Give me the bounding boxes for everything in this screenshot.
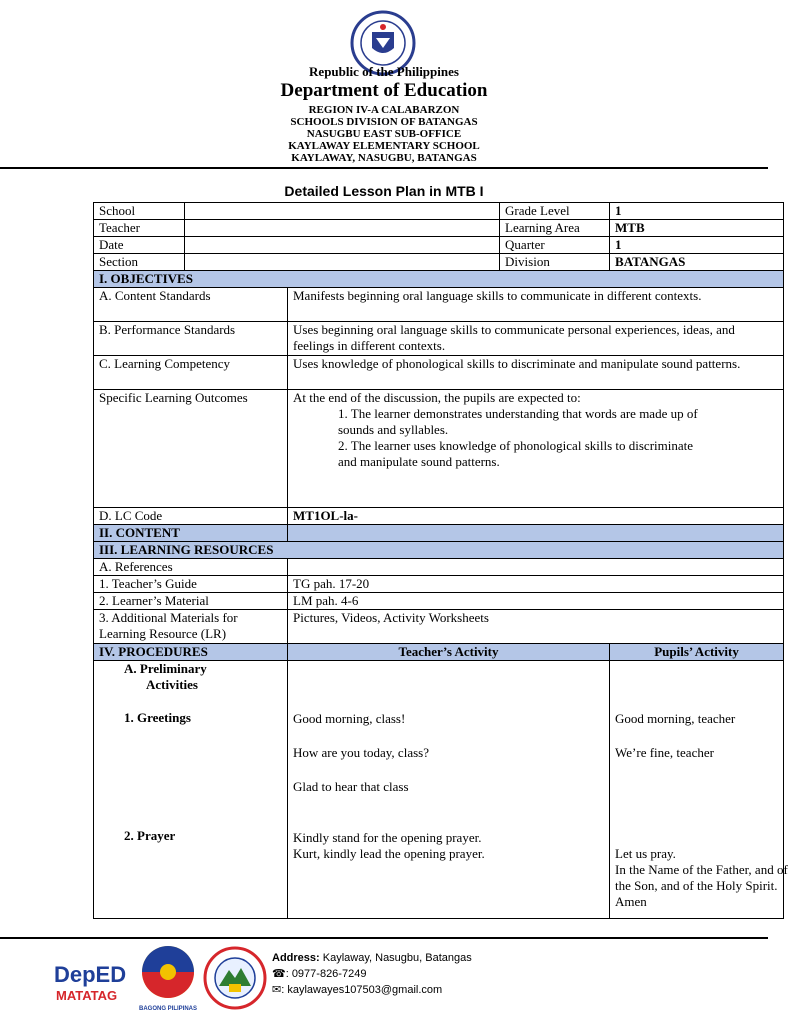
learning-competency-row <box>94 356 784 390</box>
content-heading-value <box>288 525 784 542</box>
content-standards-label: A. Content Standards <box>94 288 288 322</box>
outcomes-intro: At the end of the discussion, the pupils are expected to: <box>293 390 581 405</box>
header-address: KAYLAWAY, NASUGBU, BATANGAS <box>291 152 477 164</box>
header-region: REGION IV-A CALABARZON <box>308 104 460 116</box>
preliminary-activities-a: A. Preliminary <box>124 661 207 676</box>
pupil-line-3: Let us pray. <box>615 846 676 861</box>
content-heading-row <box>94 525 784 542</box>
section-value <box>185 254 500 271</box>
resources-heading: III. LEARNING RESOURCES <box>94 542 784 559</box>
teachers-guide-value: TG pah. 17-20 <box>288 576 784 593</box>
references-value <box>288 559 784 576</box>
teacher-activity-header: Teacher’s Activity <box>288 644 610 661</box>
lc-code-label: D. LC Code <box>94 508 288 525</box>
pupil-activity-header: Pupils’ Activity <box>610 644 784 661</box>
email-line <box>272 982 472 998</box>
info-row-date <box>94 237 784 254</box>
procedures-heading: IV. PROCEDURES <box>94 644 288 661</box>
learners-material-value: LM pah. 4-6 <box>288 593 784 610</box>
preliminary-activities-b: Activities <box>146 677 198 692</box>
grade-label: Grade Level <box>500 203 610 220</box>
deped-logo-text: DepED <box>54 962 127 987</box>
school-value <box>185 203 500 220</box>
outcome-1-line-b: sounds and syllables. <box>338 422 449 437</box>
quarter-value: 1 <box>610 237 784 254</box>
footer-divider <box>0 937 768 939</box>
area-label: Learning Area <box>500 220 610 237</box>
pupil-line-6: Amen <box>615 894 647 909</box>
procedures-body-row <box>94 661 784 919</box>
outcome-1-line-a: 1. The learner demonstrates understanding that words are made up of <box>338 406 698 421</box>
content-standards-row <box>94 288 784 322</box>
school-seal-icon <box>203 946 267 1010</box>
teacher-line-1: Good morning, class! <box>293 711 406 726</box>
references-row <box>94 559 784 576</box>
resources-heading-row <box>94 542 784 559</box>
grade-value: 1 <box>610 203 784 220</box>
teachers-guide-label: 1. Teacher’s Guide <box>94 576 288 593</box>
content-standards-value: Manifests beginning oral language skills to communicate in different contexts. <box>288 288 784 322</box>
procedures-steps-cell <box>94 661 288 919</box>
lesson-plan-title: Detailed Lesson Plan in MTB I <box>284 183 484 199</box>
teacher-activity-cell <box>288 661 610 919</box>
teacher-line-5: Kurt, kindly lead the opening prayer. <box>293 846 485 861</box>
teachers-guide-row <box>94 576 784 593</box>
teacher-label: Teacher <box>94 220 185 237</box>
objectives-heading-row <box>94 271 784 288</box>
pupil-activity-cell <box>610 661 788 919</box>
teacher-line-4: Kindly stand for the opening prayer. <box>293 830 482 845</box>
quarter-label: Quarter <box>500 237 610 254</box>
phone-value: : 0977-826-7249 <box>285 968 367 980</box>
bagong-pilipinas-logo <box>137 944 199 1014</box>
teacher-line-3: Glad to hear that class <box>293 779 409 794</box>
header-suboffice: NASUGBU EAST SUB-OFFICE <box>306 128 462 140</box>
additional-materials-row <box>94 610 784 644</box>
prayer-step: 2. Prayer <box>124 828 176 843</box>
phone-icon: ☎ <box>272 968 286 980</box>
bagong-pilipinas-text: BAGONG PILIPINAS <box>138 1006 198 1012</box>
additional-materials-label: 3. Additional Materials for Learning Resource (LR) <box>94 610 288 644</box>
outcome-2-line-b: and manipulate sound patterns. <box>338 454 500 469</box>
republic-line: Republic of the Philippines <box>309 64 459 79</box>
teacher-value <box>185 220 500 237</box>
specific-outcomes-label: Specific Learning Outcomes <box>94 390 288 508</box>
learning-competency-value: Uses knowledge of phonological skills to discriminate and manipulate sound patterns. <box>288 356 784 390</box>
learning-competency-label: C. Learning Competency <box>94 356 288 390</box>
pupil-line-4: In the Name of the Father, and of <box>615 862 788 877</box>
additional-materials-value: Pictures, Videos, Activity Worksheets <box>288 610 784 644</box>
teacher-line-2: How are you today, class? <box>293 745 429 760</box>
deped-matatag-logo <box>52 958 130 1006</box>
references-label: A. References <box>94 559 288 576</box>
specific-outcomes-cell <box>288 390 784 508</box>
address-label: Address: <box>272 952 320 964</box>
learners-material-row <box>94 593 784 610</box>
performance-standards-value: Uses beginning oral language skills to communicate personal experiences, ideas, and feelings in different contexts. <box>288 322 784 356</box>
procedures-heading-row <box>94 644 784 661</box>
header-division: SCHOOLS DIVISION OF BATANGAS <box>290 116 478 128</box>
division-label: Division <box>500 254 610 271</box>
lesson-plan-table <box>93 202 788 919</box>
footer-address-block <box>272 950 472 998</box>
area-value: MTB <box>610 220 784 237</box>
performance-standards-label: B. Performance Standards <box>94 322 288 356</box>
date-label: Date <box>94 237 185 254</box>
performance-standards-row <box>94 322 784 356</box>
school-label: School <box>94 203 185 220</box>
outcome-2-line-a: 2. The learner uses knowledge of phonological skills to discriminate <box>338 438 694 453</box>
specific-outcomes-row <box>94 390 784 508</box>
address-line <box>272 950 472 966</box>
content-heading: II. CONTENT <box>94 525 288 542</box>
section-label: Section <box>94 254 185 271</box>
department-title: Department of Education <box>280 80 488 101</box>
info-row-school <box>94 203 784 220</box>
objectives-heading: I. OBJECTIVES <box>94 271 784 288</box>
info-row-section <box>94 254 784 271</box>
info-row-teacher <box>94 220 784 237</box>
lc-code-row <box>94 508 784 525</box>
division-value: BATANGAS <box>610 254 784 271</box>
address-value: Kaylaway, Nasugbu, Batangas <box>322 952 472 964</box>
email-value: : kaylawayes107503@gmail.com <box>281 984 443 996</box>
date-value <box>185 237 500 254</box>
pupil-line-5: the Son, and of the Holy Spirit. <box>615 878 778 893</box>
lc-code-value: MT1OL-la- <box>288 508 784 525</box>
email-icon: ✉ <box>272 984 282 996</box>
phone-line <box>272 966 472 982</box>
pupil-line-1: Good morning, teacher <box>615 711 736 726</box>
learners-material-label: 2. Learner’s Material <box>94 593 288 610</box>
header-school: KAYLAWAY ELEMENTARY SCHOOL <box>288 140 480 152</box>
matatag-logo-text: MATATAG <box>56 988 118 1003</box>
greetings-step: 1. Greetings <box>124 710 191 725</box>
pupil-line-2: We’re fine, teacher <box>615 745 714 760</box>
